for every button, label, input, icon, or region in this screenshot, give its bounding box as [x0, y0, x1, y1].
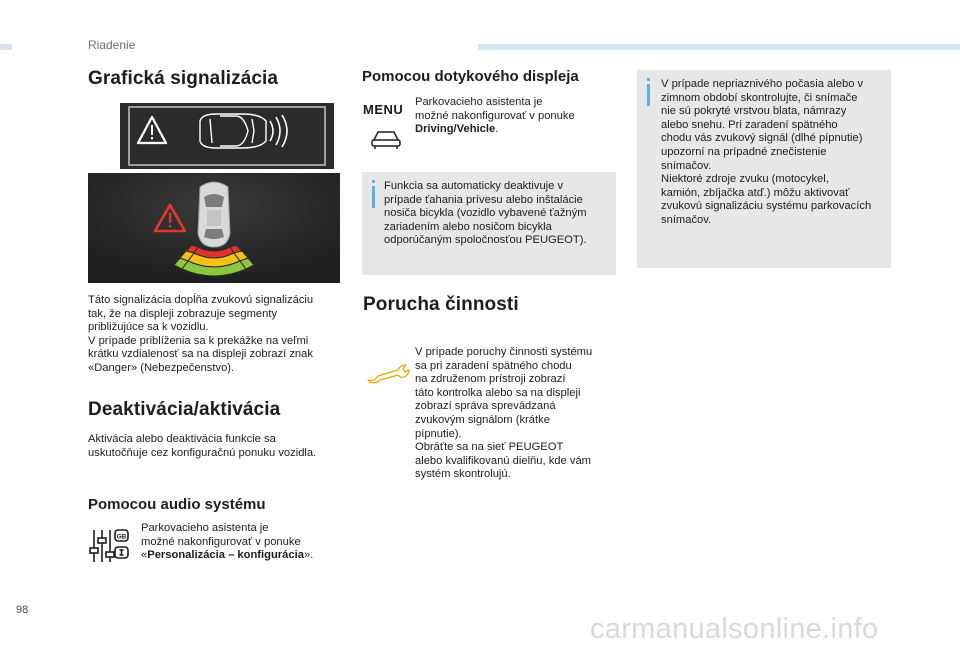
fault-description: V prípade poruchy činnosti systému sa pri zaradení spätného chodu na združenom prístroji zobrazí táto kontrolka alebo sa na displeji zobrazí správa sprevádzaná zvukovým signálom (krátke pípnutie). Obráťte sa na sieť PEUGEOT alebo kvalifikovanú dielňu, kde vám systém skontrolujú. [415, 346, 593, 481]
info-icon-dot [372, 180, 375, 183]
graphic-description: Táto signalizácia dopĺňa zvukovú signalizáciu tak, že na displeji zobrazuje segmenty približujúce sa k vozidlu. V prípade priblíženia sa k prekážke na veľmi krátku vzdialenosť sa na displeji zobrazí znak «Danger» (Nebezpečenstvo). [88, 294, 314, 374]
info-icon-dot [647, 78, 650, 81]
watermark: carmanualsonline.info [590, 613, 879, 645]
display-panel-front [120, 103, 334, 169]
weather-note-text: V prípade nepriaznivého počasia alebo v zimnom období skontrolujte, či snímače nie sú pokryté vrstvou blata, námrazy alebo snehu. Pri zaradení spätného chodu vás zvukový signál (dlhé pípnutie) upozorní na prípadné znečistenie snímačov. Niektoré zdroje zvuku (motocykel, kamión, zbíjačka atď.) môžu aktivovať zvukovú signalizáciu systému parkovacích snímačov. [661, 78, 872, 226]
menu-label: MENU [363, 102, 404, 117]
deactivation-description: Aktivácia alebo deaktivácia funkcie sa uskutočňuje cez konfiguračnú ponuku vozidla. [88, 433, 317, 459]
note-box-trailer [362, 172, 616, 275]
front-display-illustration [120, 103, 334, 169]
subsection-title-audio: Pomocou audio systému [88, 496, 266, 513]
chapter-label: Riadenie [88, 38, 136, 52]
trailer-note-text: Funkcia sa automaticky deaktivuje v prípade ťahania prívesu alebo inštalácie nosiča bicykla (vozidlo vybavené ťažným zariadením alebo nosičom bicykla odporúčaným spoločnosťou PEUGEOT). [384, 180, 587, 247]
section-title-fault: Porucha činnosti [363, 294, 519, 315]
audio-system-icon [88, 526, 130, 566]
header-accent-bar [478, 44, 960, 50]
audio-icon-label: GB [116, 533, 127, 541]
subsection-title-touchscreen: Pomocou dotykového displeja [362, 68, 579, 85]
page-number: 98 [16, 604, 29, 616]
info-icon-bar [647, 84, 650, 106]
touchscreen-description: Parkovacieho asistenta je možné nakonfigurovať v ponuke Driving/Vehicle. [415, 96, 575, 136]
section-title-graphic: Grafická signalizácia [88, 68, 279, 89]
audio-description: Parkovacieho asistenta je možné nakonfigurovať v ponuke «Personalizácia – konfigurácia». [141, 522, 314, 562]
rear-display-illustration [88, 173, 340, 283]
wrench-icon [366, 362, 412, 384]
car-vehicle-icon [370, 128, 402, 150]
header-accent-left [0, 44, 12, 50]
section-title-deactivation: Deaktivácia/aktivácia [88, 399, 281, 420]
display-panel-rear [88, 173, 340, 283]
car-topview-icon [198, 182, 230, 247]
note-box-weather [637, 70, 891, 268]
info-icon-bar [372, 186, 375, 208]
